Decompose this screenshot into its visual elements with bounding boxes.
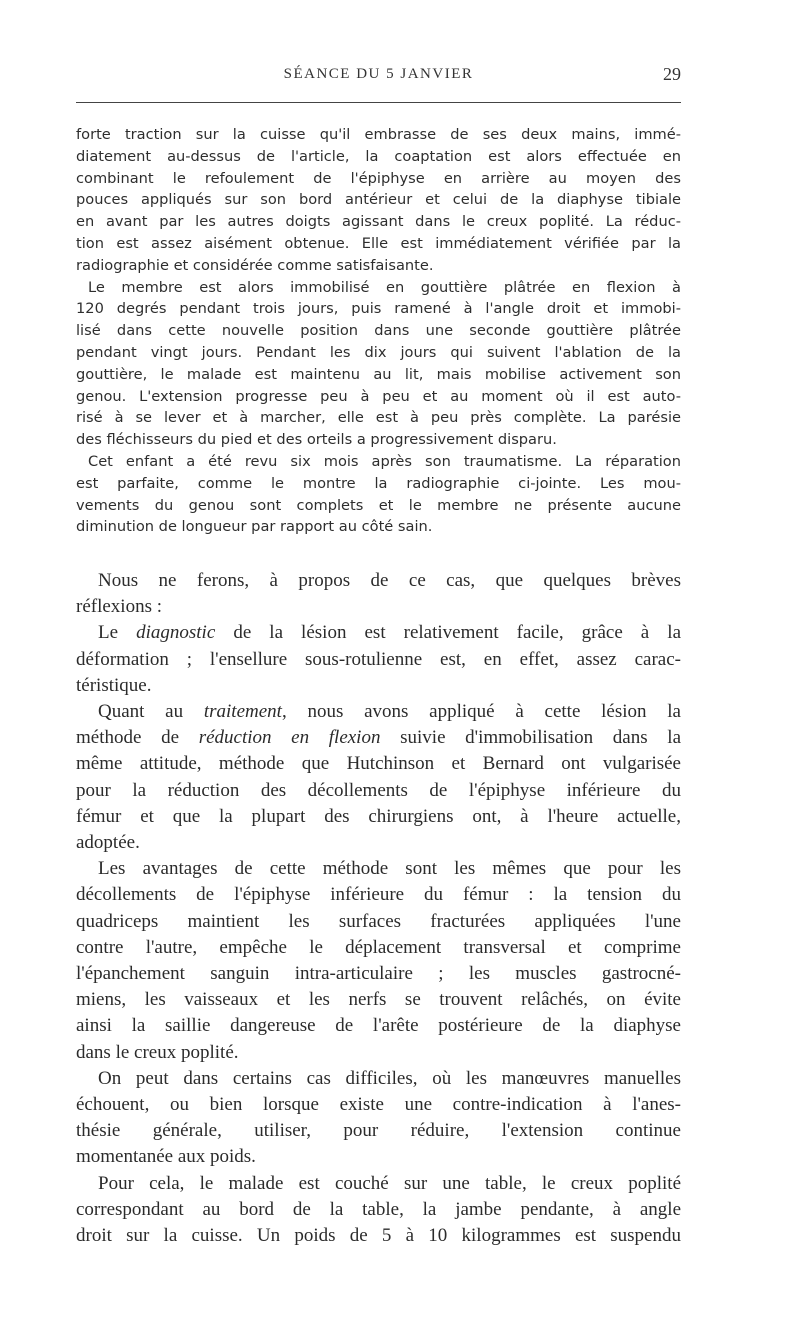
header-rule (76, 102, 681, 103)
text-line: correspondant au bord de la table, la jambe pendante, à angle (76, 1198, 681, 1220)
text-line: pendant vingt jours. Pendant les dix jours qui suivent l'ablation de la (76, 343, 681, 361)
text-line: déformation ; l'ensellure sous-rotulienne est, en effet, assez carac- (76, 648, 681, 670)
text-span: méthode de (76, 727, 199, 749)
text-line: lisé dans cette nouvelle position dans une seconde gouttière plâtrée (76, 322, 681, 340)
emphasis: diagnostic (136, 622, 216, 644)
text-span: , nous avons appliqué à cette lésion la (281, 701, 681, 723)
text-line: adoptée. (76, 832, 140, 854)
text-line: pouces appliqués sur son bord antérieur et celui de la diaphyse tibiale (76, 191, 681, 209)
text-line: l'épanchement sanguin intra-articulaire ; les muscles gastrocné- (76, 963, 681, 985)
text-span: suivie d'immobilisation dans la (380, 727, 682, 749)
text-line: combinant le refoulement de l'épiphyse en arrière au moyen des (76, 169, 681, 187)
text-line: dans le creux poplité. (76, 1041, 239, 1063)
text-line: réflexions : (76, 596, 163, 618)
text-line: fémur et que la plupart des chirurgiens ont, à l'heure actuelle, (76, 805, 681, 827)
text-line: genou. L'extension progresse peu à peu et au moment où il est auto- (76, 387, 681, 405)
text-line: diminution de longueur par rapport au côté sain. (76, 518, 433, 536)
text-line: radiographie et considérée comme satisfaisante. (76, 256, 434, 274)
text-line: thésie générale, utiliser, pour réduire, l'extension continue (76, 1120, 681, 1142)
text-span: Quant au (98, 701, 204, 723)
page-header (76, 64, 681, 88)
paragraph (76, 856, 681, 1066)
paragraph (76, 1171, 681, 1250)
text-line: risé à se lever et à marcher, elle est à peu près complète. La parésie (76, 409, 681, 427)
text-line: Pour cela, le malade est couché sur une table, le creux poplité (98, 1172, 681, 1194)
text-line: en avant par les autres doigts agissant dans le creux poplité. La réduc- (76, 213, 681, 231)
text-line: Cet enfant a été revu six mois après son traumatisme. La réparation (88, 452, 681, 470)
text-line (76, 620, 681, 646)
text-line (76, 699, 681, 725)
text-line: téristique. (76, 674, 152, 696)
text-line: contre l'autre, empêche le déplacement transversal et comprime (76, 936, 681, 958)
text-line: miens, les vaisseaux et les nerfs se trouvent relâchés, on évite (76, 989, 681, 1011)
running-title: SÉANCE DU 5 JANVIER (283, 66, 474, 82)
paragraph (76, 699, 681, 856)
text-line: forte traction sur la cuisse qu'il embrasse de ses deux mains, immé- (76, 126, 681, 143)
text-line: gouttière, le malade est maintenu au lit, mais mobilise activement son (76, 365, 681, 383)
text-line: tion est assez aisément obtenue. Elle est immédiatement vérifiée par la (76, 234, 681, 252)
discussion-text (76, 568, 681, 1249)
text-line: Les avantages de cette méthode sont les mêmes que pour les (98, 858, 681, 880)
text-line: Nous ne ferons, à propos de ce cas, que quelques brèves (98, 570, 681, 591)
emphasis: traitement (203, 701, 282, 723)
paragraph (76, 1066, 681, 1171)
text-line: quadriceps maintient les surfaces fracturées appliquées l'une (76, 910, 681, 932)
text-line: Le membre est alors immobilisé en gouttière plâtrée en flexion à (88, 278, 681, 296)
case-report-text (76, 124, 681, 538)
text-line: des fléchisseurs du pied et des orteils a progressivement disparu. (76, 431, 557, 449)
text-line: diatement au-dessus de l'article, la coaptation est alors effectuée en (76, 147, 681, 165)
text-line: échouent, ou bien lorsque existe une contre-indication à l'anes- (76, 1094, 681, 1116)
text-line: 120 degrés pendant trois jours, puis ramené à l'angle droit et immobi- (76, 300, 681, 318)
text-line: On peut dans certains cas difficiles, où les manœuvres manuelles (98, 1067, 681, 1089)
text-line: ainsi la saillie dangereuse de l'arête postérieure de la diaphyse (76, 1015, 681, 1037)
text-line (76, 725, 681, 751)
paragraph (76, 277, 681, 451)
text-line: pour la réduction des décollements de l'épiphyse inférieure du (76, 779, 681, 801)
emphasis: réduction en flexion (198, 727, 381, 749)
text-line: est parfaite, comme le montre la radiographie ci-jointe. Les mou- (76, 474, 681, 492)
text-line: même attitude, méthode que Hutchinson et Bernard ont vulgarisée (76, 753, 681, 775)
text-line: momentanée aux poids. (76, 1146, 256, 1168)
page-number: 29 (663, 64, 681, 84)
text-line: décollements de l'épiphyse inférieure du fémur : la tension du (76, 884, 681, 906)
paragraph (76, 568, 681, 620)
paragraph (76, 124, 681, 277)
paragraph (76, 451, 681, 538)
text-line: droit sur la cuisse. Un poids de 5 à 10 kilogrammes est suspendu (76, 1225, 681, 1247)
text-span: de la lésion est relativement facile, grâce à la (215, 622, 681, 644)
text-line: vements du genou sont complets et le membre ne présente aucune (76, 496, 681, 514)
text-span: Le (98, 622, 137, 644)
paragraph (76, 620, 681, 699)
